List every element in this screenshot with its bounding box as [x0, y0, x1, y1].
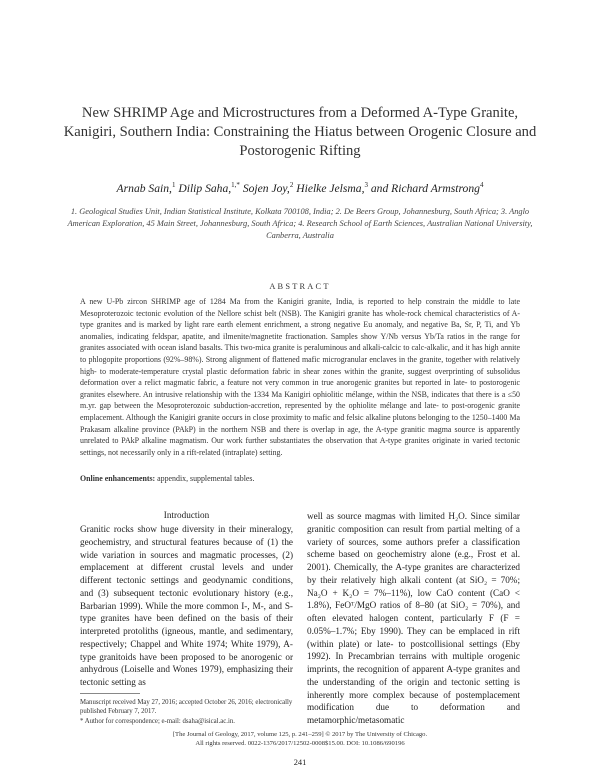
online-enhancements — [80, 474, 520, 483]
footnote-correspondence: * Author for correspondence; e-mail: dsaha@isical.ac.in. — [80, 717, 235, 725]
author-affiliation-mark: 3 — [364, 181, 368, 189]
affiliations: 1. Geological Studies Unit, Indian Statistical Institute, Kolkata 700108, India; 2. De Beers Group, Johannesburg, South Africa; 3. Anglo American Exploration, 45 Main Street, Johannesburg, South Africa; 4. Research School of Earth Sciences, Australian National University, Canberra, Australia — [67, 207, 533, 240]
author-name: and Richard Armstrong — [367, 181, 480, 195]
author-affiliation-mark: 1 — [171, 181, 176, 189]
author-name: Hielke Jelsma, — [293, 181, 365, 195]
author-name: Arnab Sain, — [116, 181, 172, 195]
journal-line: [The Journal of Geology, 2017, volume 125, p. 241–259] © 2017 by The University of Chicago. — [172, 731, 428, 738]
footnotes — [80, 698, 293, 726]
author-list — [40, 181, 560, 195]
footnote-divider — [80, 693, 140, 694]
journal-citation — [60, 730, 540, 748]
body-column-right: well as source magmas with limited H₂O. Since similar granitic composition can result from partial melting of a variety of sources, some authors prefer a classification scheme based on geochemistry alone (e.g., Frost et al. 2001). Chemically, the A-type granites are characterized by their relatively high alkali content (at SiO₂ = 70%; Na₂O + K₂O = 7%–11%), low CaO content (CaO < 1.8%), FeOᵀ/MgO ratios of 8–80 (at SiO₂ = 70%), and often elevated halogen content, particularly F (F = 0.05%–1.7%; Eby 1990). They can be emplaced in rift (within plate) or late- to postcollisional settings (Eby 1992). In Precambrian terrains with multiple orogenic imprints, the recognition of apparent A-type granites and the understanding of the origin and tectonic setting is inherently more complex because of postemplacement modification due to deformation and metamorphic/metasomatic — [307, 511, 520, 725]
page-number: 241 — [293, 758, 307, 767]
author-affiliation-mark: 1,* — [231, 181, 240, 189]
paper-title: New SHRIMP Age and Microstructures from a Deformed A-Type Granite, Kanigiri, Southern India: Constraining the Hiatus between Orogenic Closure and Postorogenic Rifting — [63, 105, 537, 159]
online-enhancements-label: Online enhancements: — [80, 474, 156, 483]
section-heading-introduction: Introduction — [163, 510, 210, 520]
footnote-received: Manuscript received May 27, 2016; accepted October 26, 2016; electronically published February 7, 2017. — [80, 699, 293, 716]
abstract-text: A new U-Pb zircon SHRIMP age of 1284 Ma from the Kanigiri granite, India, is reported to help constrain the middle to late Mesoproterozoic tectonic evolution of the Nellore schist belt (NSB). The Kanigiri granite has whole-rock chemical characteristics of A-type granites and is marked by light rare earth element enrichment, a strong negative Eu anomaly, and negative Ba, Sr, P, Ti, and Yb anomalies, indicating feldspar, apatite, and ilmenite/magnetite fractionation. Samples show Y/Nb versus Yb/Ta ratios in the range for granites associated with ocean island basalts. This two-mica granite is peraluminous and alkali-calcic to calc-alkalic, and it has high annite to phlogopite proportions (92%–98%). Strong alignment of flattened mafic microgranular enclaves in the granite, together with relatively high- to moderate-temperature crystal plastic deformation fabric in shear zones within the granite, suggest overprinting of subsolidus deformation over a relict magmatic fabric, a feature not very common in true anorogenic granites but reported in late- to postorogenic granites elsewhere. An intrusive relationship with the 1334 Ma Kanigiri ophiolitic mélange, within the NSB, indicates that there is a ≤50 m.yr. gap between the Mesoproterozoic subduction-accretion, represented by the ophiolite mélange and late- to post-orogenic granite emplacement. Although the Kanigiri granite occurs in close proximity to mafic and felsic alkaline plutons belonging to the 1250–1400 Ma Prakasam alkaline province (PAkP) in the northern NSB and there is overlap in age, the A-type granitic magma source is apparently unrelated to PAkP alkaline magmatism. Our work further substantiates the observation that A-type granites originate in varied tectonic settings, not necessarily only in a rift-related (intraplate) setting. — [80, 297, 520, 457]
author-name: Sojen Joy, — [239, 181, 290, 195]
rights-line: All rights reserved. 0022-1376/2017/12502-0008$15.00. DOI: 10.1086/690196 — [195, 740, 405, 747]
body-column-left: Granitic rocks show huge diversity in their mineralogy, geochemistry, and structural features because of (1) the wide variation in sources and magmatic processes, (2) emplacement at different crustal levels and under different tectonic settings and geodynamic conditions, and (3) subsequent tectonic evolutionary history (e.g., Barbarian 1999). While the more common I-, M-, and S-type granites have been defined on the basis of their interpreted protoliths (igneous, mantle, and sedimentary, respectively; Chappel and White 1974; White 1979), A-type granitoids have been proposed to be anorogenic or anhydrous (Loiselle and Wones 1979), emphasizing their tectonic setting as — [80, 524, 293, 687]
author-affiliation-mark: 4 — [479, 181, 484, 189]
author-affiliation-mark: 2 — [289, 181, 294, 189]
abstract-heading: ABSTRACT — [269, 282, 331, 291]
online-enhancements-text: appendix, supplemental tables. — [155, 474, 255, 483]
author-name: Dilip Saha, — [175, 181, 232, 195]
